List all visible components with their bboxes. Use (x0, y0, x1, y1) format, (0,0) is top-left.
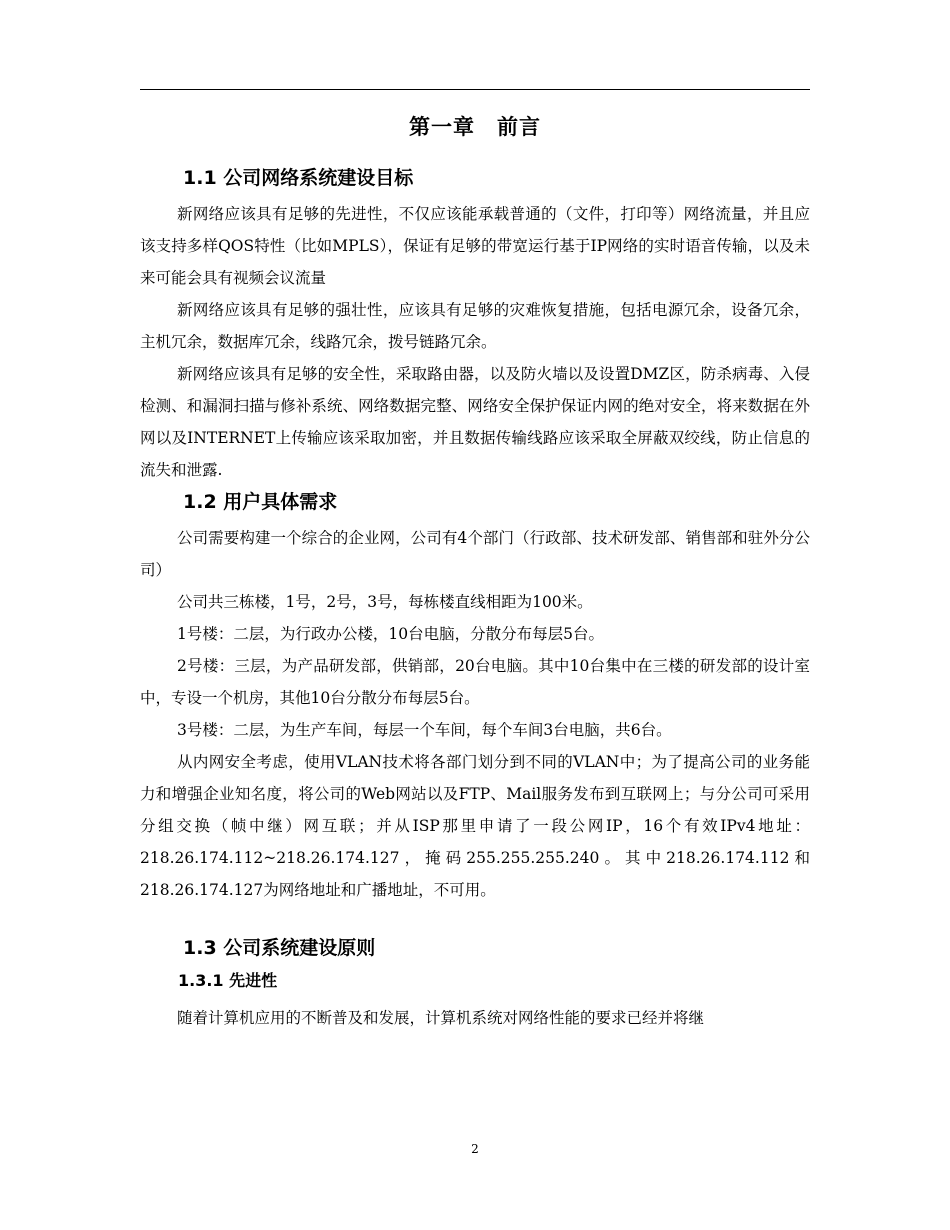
chapter-title: 第一章 前言 (409, 115, 541, 139)
page-number: 2 (471, 1142, 479, 1156)
header-rule (140, 89, 810, 90)
paragraph: 新网络应该具有足够的强壮性，应该具有足够的灾难恢复措施，包括电源冗余，设备冗余，主机冗余，数据库冗余，线路冗余，拨号链路冗余。 (140, 301, 810, 351)
section-heading-1-1: 1.1 公司网络系统建设目标 (183, 167, 414, 189)
paragraph: 从内网安全考虑，使用VLAN技术将各部门划分到不同的VLAN中；为了提高公司的业务能力和增强企业知名度，将公司的Web网站以及FTP、Mail服务发布到互联网上；与分公司可采用分组交换（帧中继）网互联；并从ISP那里申请了一段公网IP，16个有效IPv4地址：218.26.174.112~218.26.174.127，掩码255.255.255.240。其中218.26.174.112和218.26.174.127为网络地址和广播地址，不可用。 (140, 753, 810, 899)
paragraph: 新网络应该具有足够的先进性，不仅应该能承载普通的（文件，打印等）网络流量，并且应该支持多样QOS特性（比如MPLS），保证有足够的带宽运行基于IP网络的实时语音传输，以及未来可能会具有视频会议流量 (140, 205, 810, 287)
subsection-heading-1-3-1: 1.3.1 先进性 (178, 971, 278, 990)
paragraph: 公司共三栋楼，1号，2号，3号，每栋楼直线相距为100米。 (177, 593, 593, 611)
section-heading-1-2: 1.2 用户具体需求 (183, 491, 338, 513)
paragraph: 新网络应该具有足够的安全性，采取路由器，以及防火墙以及设置DMZ区，防杀病毒、入侵检测、和漏洞扫描与修补系统、网络数据完整、网络安全保护保证内网的绝对安全，将来数据在外网以及INTERNET上传输应该采取加密，并且数据传输线路应该采取全屏蔽双绞线，防止信息的流失和泄露. (140, 365, 810, 479)
page-content (140, 106, 810, 1034)
paragraph: 3号楼：二层，为生产车间，每层一个车间，每个车间3台电脑，共6台。 (177, 721, 672, 739)
paragraph: 随着计算机应用的不断普及和发展，计算机系统对网络性能的要求已经并将继 (177, 1009, 705, 1027)
paragraph: 公司需要构建一个综合的企业网，公司有4个部门（行政部、技术研发部、销售部和驻外分公司） (140, 529, 810, 579)
section-heading-1-3: 1.3 公司系统建设原则 (183, 937, 376, 959)
paragraph: 1号楼：二层，为行政办公楼，10台电脑，分散分布每层5台。 (177, 625, 604, 643)
paragraph: 2号楼：三层，为产品研发部，供销部，20台电脑。其中10台集中在三楼的研发部的设计室中，专设一个机房，其他10台分散分布每层5台。 (140, 657, 810, 707)
